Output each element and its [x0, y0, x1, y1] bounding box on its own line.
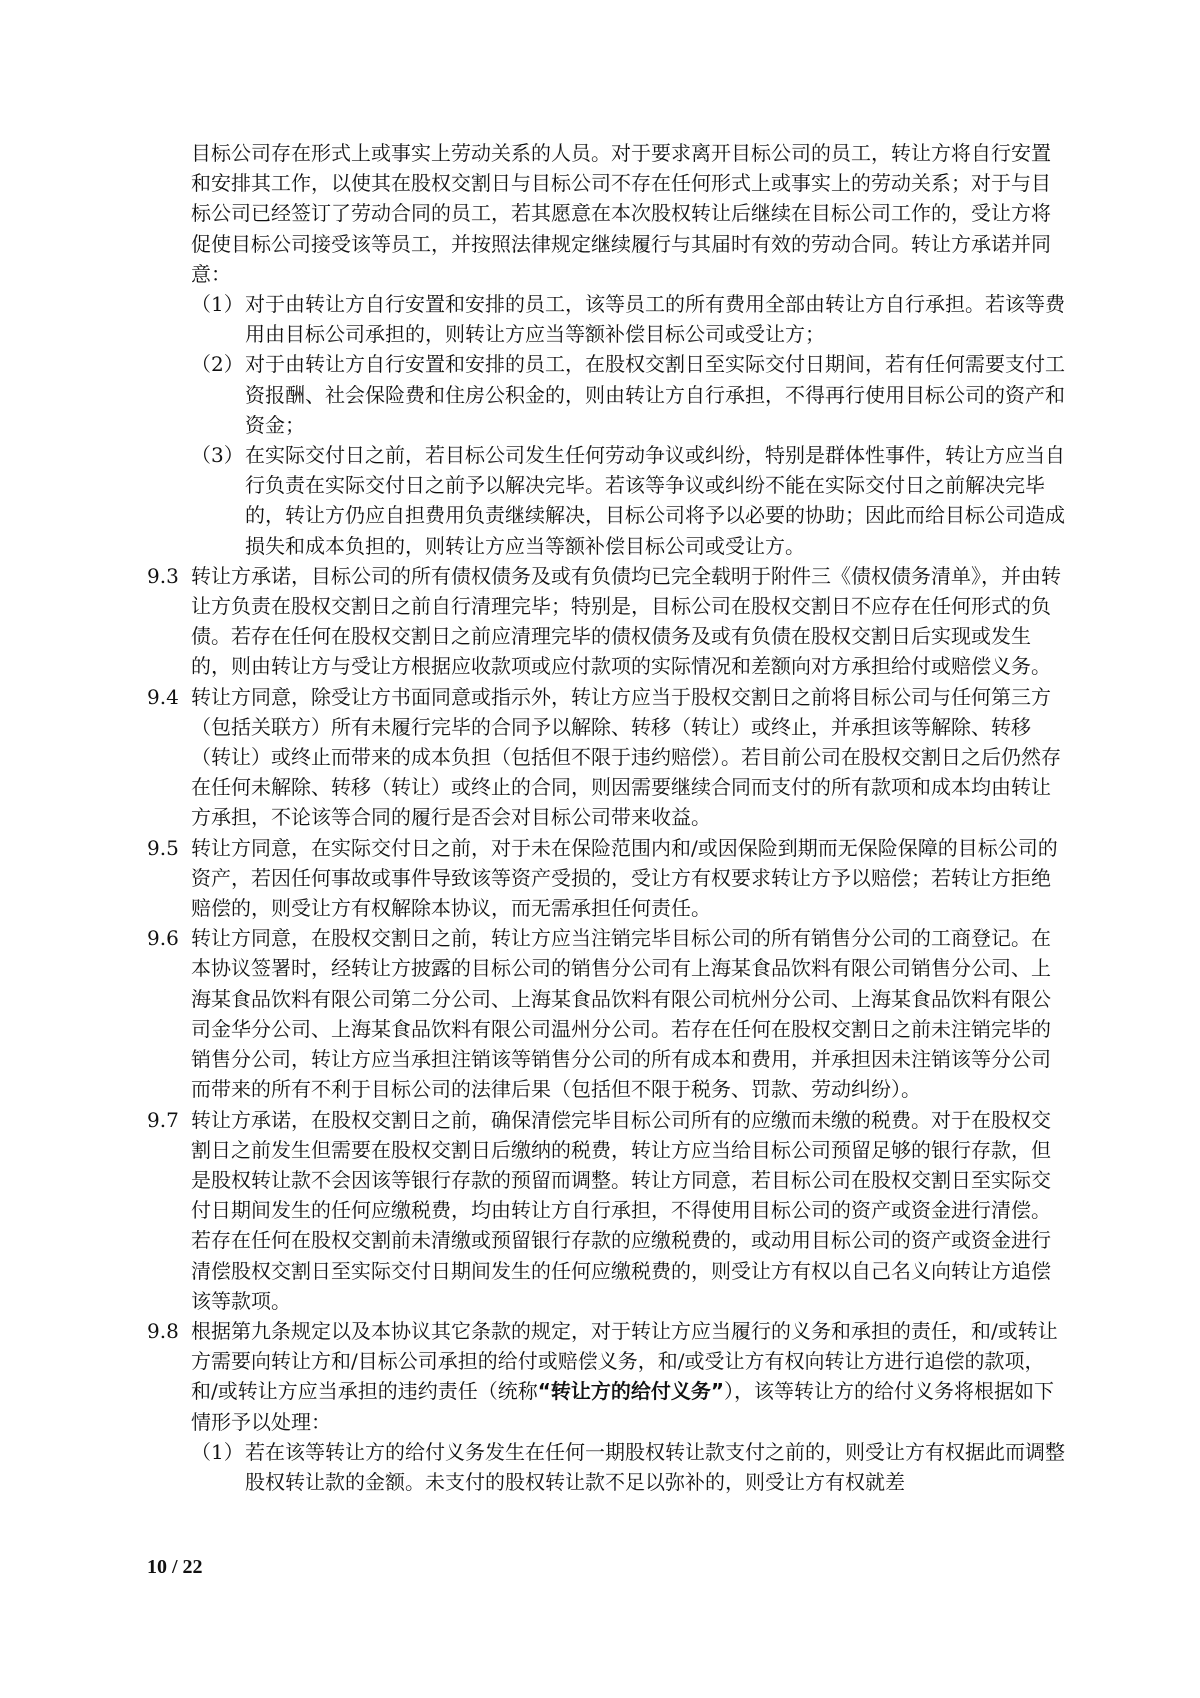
clause-number: 9.8: [147, 1318, 179, 1343]
page-body: [147, 138, 1067, 1497]
clause-9-4: [147, 682, 1067, 833]
sub-list-a: [147, 289, 1067, 561]
list-item-number: （1）: [191, 1439, 244, 1464]
clause-text: 转让方承诺，在股权交割日之前，确保清偿完毕目标公司所有的应缴而未缴的税费。对于在股权交割日之前发生但需要在股权交割日后缴纳的税费，转让方应当给目标公司预留足够的银行存款，但是股权转让款不会因该等银行存款的预留而调整。转让方同意，若目标公司在股权交割日至实际交付日期间发生的任何应缴税费，均由转让方自行承担，不得使用目标公司的资产或资金进行清偿。若存在任何在股权交割前未清缴或预留银行存款的应缴税费的，或动用目标公司的资产或资金进行清偿股权交割日至实际交付日期间发生的任何应缴税费的，则受让方有权以自己名义向转让方追偿该等款项。: [191, 1107, 1051, 1313]
list-item: [147, 1437, 1067, 1497]
clause-9-6: [147, 923, 1067, 1104]
clause-text-continued: ），该等转让方的给付义务将根据如下情形予以处理：: [191, 1379, 1055, 1434]
list-item-number: （3）: [191, 443, 244, 468]
list-item-text: 若在该等转让方的给付义务发生在任何一期股权转让款支付之前的，则受让方有权据此而调整股权转让款的金额。未支付的股权转让款不足以弥补的，则受让方有权就差: [245, 1439, 1065, 1494]
intro-paragraph: 目标公司存在形式上或事实上劳动关系的人员。对于要求离开目标公司的员工，转让方将自行安置和安排其工作，以使其在股权交割日与目标公司不存在任何形式上或事实上的劳动关系；对于与目标公司已经签订了劳动合同的员工，若其愿意在本次股权转让后继续在目标公司工作的，受让方将促使目标公司接受该等员工，并按照法律规定继续履行与其届时有效的劳动合同。转让方承诺并同意：: [191, 141, 1051, 286]
clause-text: 转让方同意，在实际交付日之前，对于未在保险范围内和/或因保险到期而无保险保障的目标公司的资产，若因任何事故或事件导致该等资产受损的，受让方有权要求转让方予以赔偿；若转让方拒绝赔偿的，则受让方有权解除本协议，而无需承担任何责任。: [191, 835, 1058, 921]
clause-number: 9.6: [147, 926, 179, 951]
list-item: [147, 349, 1067, 440]
clause-text: 转让方承诺，目标公司的所有债权债务及或有负债均已完全载明于附件三《债权债务清单》，并由转让方负责在股权交割日之前自行清理完毕；特别是，目标公司在股权交割日不应存在任何形式的负债。若存在任何在股权交割日之前应清理完毕的债权债务及或有负债在股权交割日后实现或发生的，则由转让方与受让方根据应收款项或应付款项的实际情况和差额向对方承担给付或赔偿义务。: [191, 563, 1061, 679]
list-item-number: （2）: [191, 352, 244, 377]
clause-text: 转让方同意，在股权交割日之前，转让方应当注销完毕目标公司的所有销售分公司的工商登记。在本协议签署时，经转让方披露的目标公司的销售分公司有上海某食品饮料有限公司销售分公司、上海某食品饮料有限公司第二分公司、上海某食品饮料有限公司杭州分公司、上海某食品饮料有限公司金华分公司、上海某食品饮料有限公司温州分公司。若存在任何在股权交割日之前未注销完毕的销售分公司，转让方应当承担注销该等销售分公司的所有成本和费用，并承担因未注销该等分公司而带来的所有不利于目标公司的法律后果（包括但不限于税务、罚款、劳动纠纷）。: [191, 926, 1051, 1102]
list-item: [147, 440, 1067, 561]
list-item: [147, 289, 1067, 349]
defined-term: “转让方的给付义务”: [537, 1379, 725, 1404]
clause-number: 9.7: [147, 1107, 179, 1132]
clause-text: 转让方同意，除受让方书面同意或指示外，转让方应当于股权交割日之前将目标公司与任何第三方（包括关联方）所有未履行完毕的合同予以解除、转移（转让）或终止，并承担该等解除、转移（转让）或终止而带来的成本负担（包括但不限于违约赔偿）。若目前公司在股权交割日之后仍然存在任何未解除、转移（转让）或终止的合同，则因需要继续合同而支付的所有款项和成本均由转让方承担，不论该等合同的履行是否会对目标公司带来收益。: [191, 684, 1061, 830]
clause-number: 9.3: [147, 563, 179, 588]
page-number: 10 / 22: [147, 1556, 203, 1578]
clause-text: 根据第九条规定以及本协议其它条款的规定，对于转让方应当履行的义务和承担的责任，和/或转让方需要向转让方和/目标公司承担的给付或赔偿义务，和/或受让方有权向转让方进行追偿的款项，和/或转让方应当承担的违约责任（统称: [191, 1318, 1058, 1404]
clause-9-8: [147, 1316, 1067, 1437]
list-item-text: 在实际交付日之前，若目标公司发生任何劳动争议或纠纷，特别是群体性事件，转让方应当自行负责在实际交付日之前予以解决完毕。若该等争议或纠纷不能在实际交付日之前解决完毕的，转让方仍应自担费用负责继续解决，目标公司将予以必要的协助；因此而给目标公司造成损失和成本负担的，则转让方应当等额补偿目标公司或受让方。: [245, 443, 1065, 558]
list-item-number: （1）: [191, 292, 244, 317]
clause-9-5: [147, 833, 1067, 924]
clause-9-7: [147, 1105, 1067, 1316]
clause-number: 9.4: [147, 684, 179, 709]
clause-9-3: [147, 561, 1067, 682]
list-item-text: 对于由转让方自行安置和安排的员工，该等员工的所有费用全部由转让方自行承担。若该等费用由目标公司承担的，则转让方应当等额补偿目标公司或受让方；: [245, 292, 1065, 347]
list-item-text: 对于由转让方自行安置和安排的员工，在股权交割日至实际交付日期间，若有任何需要支付工资报酬、社会保险费和住房公积金的，则由转让方自行承担，不得再行使用目标公司的资产和资金；: [245, 352, 1065, 437]
sub-list-b: [147, 1437, 1067, 1497]
clause-number: 9.5: [147, 835, 179, 860]
